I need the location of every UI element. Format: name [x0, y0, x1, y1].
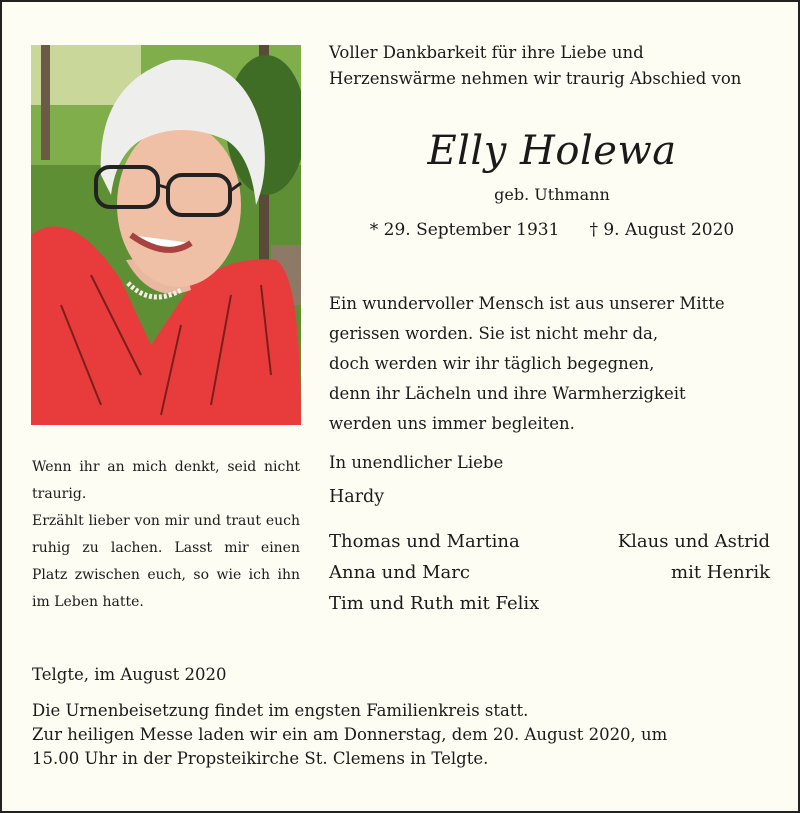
- mourner-line: Klaus und Astrid: [617, 531, 770, 552]
- notice-line: Die Urnenbeisetzung findet im engsten Familienkreis statt.: [32, 701, 529, 720]
- portrait-illustration: [31, 45, 301, 425]
- mourner-line: Tim und Ruth mit Felix: [329, 593, 540, 614]
- quote-paragraph-2: Erzählt lieber von mir und traut euch ruhig zu lachen. Lasst mir einen Platz zwischen euch, so wie ich ihn im Leben hatte.: [32, 513, 300, 610]
- death-date: † 9. August 2020: [589, 220, 735, 240]
- intro-text: [329, 40, 741, 92]
- poem-line: gerissen worden. Sie ist nicht mehr da,: [329, 324, 659, 343]
- funeral-notice: [32, 699, 667, 771]
- intro-line-1: Voller Dankbarkeit für ihre Liebe und: [329, 43, 644, 62]
- quote-paragraph-1: Wenn ihr an mich denkt, seid nicht traurig.: [32, 459, 300, 502]
- life-dates: [332, 220, 772, 240]
- portrait-photo: [31, 45, 301, 425]
- mourners-left: [329, 526, 539, 619]
- notice-line: 15.00 Uhr in der Propsteikirche St. Clemens in Telgte.: [32, 749, 489, 768]
- memorial-poem: [329, 289, 725, 439]
- quote-block: [32, 454, 300, 616]
- signature-intro: In unendlicher Liebe: [329, 453, 504, 472]
- poem-line: werden uns immer begleiten.: [329, 414, 575, 433]
- birth-name: geb. Uthmann: [494, 185, 610, 204]
- poem-line: denn ihr Lächeln und ihre Warmherzigkeit: [329, 384, 686, 403]
- mourners-right: [618, 526, 770, 588]
- poem-line: Ein wundervoller Mensch ist aus unserer Mitte: [329, 294, 725, 313]
- poem-line: doch werden wir ihr täglich begegnen,: [329, 354, 655, 373]
- mourner-line: mit Henrik: [671, 562, 770, 583]
- mourner-line: Thomas und Martina: [329, 531, 520, 552]
- notice-line: Zur heiligen Messe laden wir ein am Donnerstag, dem 20. August 2020, um: [32, 725, 668, 744]
- birth-date: * 29. September 1931: [369, 220, 560, 240]
- deceased-name: Elly Holewa: [427, 128, 677, 174]
- mourner-line: Anna und Marc: [329, 562, 470, 583]
- intro-line-2: Herzenswärme nehmen wir traurig Abschied von: [329, 69, 742, 88]
- spouse-name: Hardy: [329, 487, 385, 507]
- place-date: Telgte, im August 2020: [32, 665, 227, 684]
